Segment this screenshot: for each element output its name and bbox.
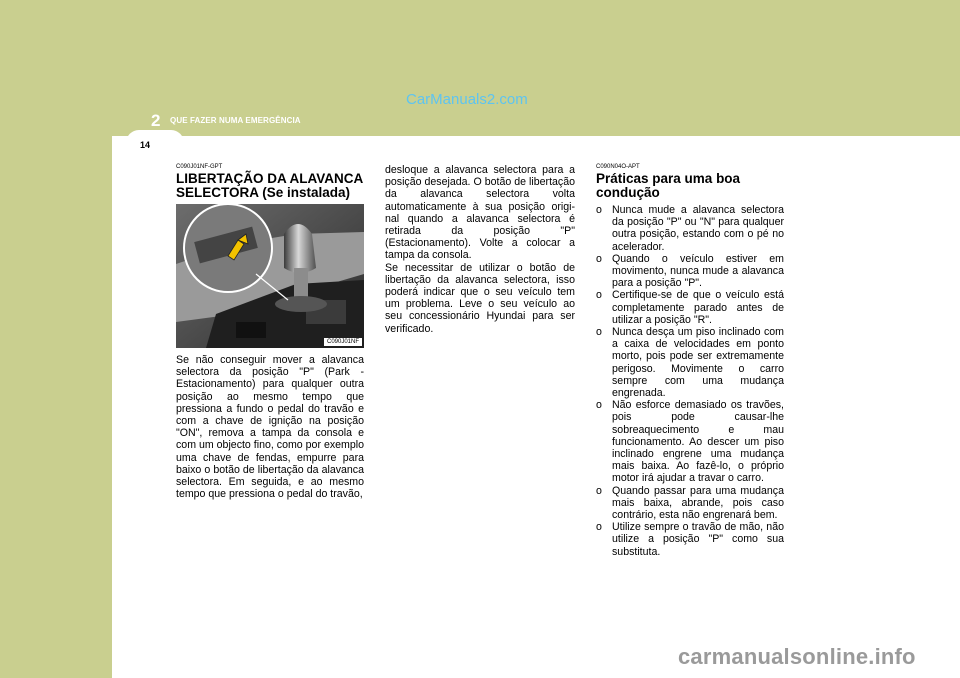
column-left	[176, 164, 364, 500]
left-margin-band	[0, 0, 112, 678]
section-body-continued: desloque a alavanca selectora para a posição desejada. O botão de libertação da alavanca selectora volta automaticamente à sua posição origi- nal quando a alavanca selectora é retirada da posição "P" (Estacionamento). Volte a colocar a tampa da consola.	[385, 164, 575, 262]
list-item-text: Nunca mude a alavanca selectora da posição "P" ou "N" para qualquer outra posição, estando com o pé no acelerador.	[612, 204, 784, 253]
section-heading: Práticas para uma boa condução	[596, 171, 741, 200]
list-item	[596, 485, 784, 522]
list-item	[596, 253, 784, 290]
list-item-text: Nunca desça um piso inclinado com a caixa de velocidades em ponto morto, pois pode ser extremamente perigoso. Movimente o carro sempre com uma mudança engrenada.	[612, 326, 784, 400]
watermark-top-link[interactable]: CarManuals2.com	[406, 91, 528, 108]
gear-selector-photo	[176, 204, 364, 348]
section-body-advice: Se necessitar de utilizar o botão de libertação da alavanca selectora, isso poderá indicar que o seu veículo tem um problema. Leve o seu veículo ao seu concessionário Hyundai para ser verificado.	[385, 261, 575, 335]
bullet-marker: o	[596, 521, 602, 534]
bullet-marker: o	[596, 289, 602, 302]
list-item	[596, 204, 784, 253]
list-item	[596, 289, 784, 326]
section-code: C090J01NF-GPT	[176, 164, 223, 170]
list-item	[596, 399, 784, 484]
column-middle	[385, 164, 575, 335]
list-item-text: Quando passar para uma mudança mais baixa, abrande, pois caso contrário, esta não engrenará bem.	[612, 484, 784, 522]
bullet-marker: o	[596, 326, 602, 339]
list-item	[596, 521, 784, 558]
column-right	[596, 164, 784, 558]
list-item-text: Não esforce demasiado os travões, pois pode causar-lhe sobreaquecimento e mau funcionamento. Ao descer um piso inclinado engrene uma mudança mais baixa. Ao fazê-lo, o próprio motor irá ajudar a travar o carro.	[612, 399, 784, 485]
bullet-marker: o	[596, 399, 602, 412]
list-item-text: Certifique-se de que o veículo está completamente parado antes de utilizar a posição "R".	[612, 289, 784, 326]
section-code: C090N04O-APT	[596, 164, 640, 170]
driving-tips-list	[596, 204, 784, 558]
watermark-bottom-link[interactable]: carmanualsonline.info	[678, 644, 916, 669]
section-heading: LIBERTAÇÃO DA ALAVANCA SELECTORA (Se instalada)	[176, 171, 363, 200]
image-label: C090J01NF	[324, 338, 362, 346]
chapter-number: 2	[151, 111, 161, 130]
chapter-title: QUE FAZER NUMA EMERGÊNCIA	[170, 116, 301, 125]
bullet-marker: o	[596, 484, 602, 497]
page-number: 14	[140, 140, 151, 150]
section-body: Se não conseguir mover a alavanca selectora da posição "P" (Park - Estacionamento) para qualquer outra posição ao mesmo tempo que pressiona a fundo o pedal do travão e com a chave de ignição na posição "ON", remova a tampa da consola e com um objecto fino, como por exemplo uma chave de fendas, empurre para baixo o botão de libertação da alavanca selectora. Em seguida, e ao mesmo tempo que pressiona o pedal do travão,	[176, 354, 364, 501]
list-item	[596, 326, 784, 399]
bullet-marker: o	[596, 252, 602, 265]
header-band	[0, 0, 960, 136]
list-item-text: Utilize sempre o travão de mão, não utilize a posição "P" como sua substituta.	[612, 521, 784, 558]
list-item-text: Quando o veículo estiver em movimento, nunca mude a alavanca para a posição "P".	[612, 252, 784, 290]
gear-selector-illustration	[176, 204, 364, 348]
page-number-tab	[126, 130, 184, 156]
bullet-marker: o	[596, 204, 602, 216]
